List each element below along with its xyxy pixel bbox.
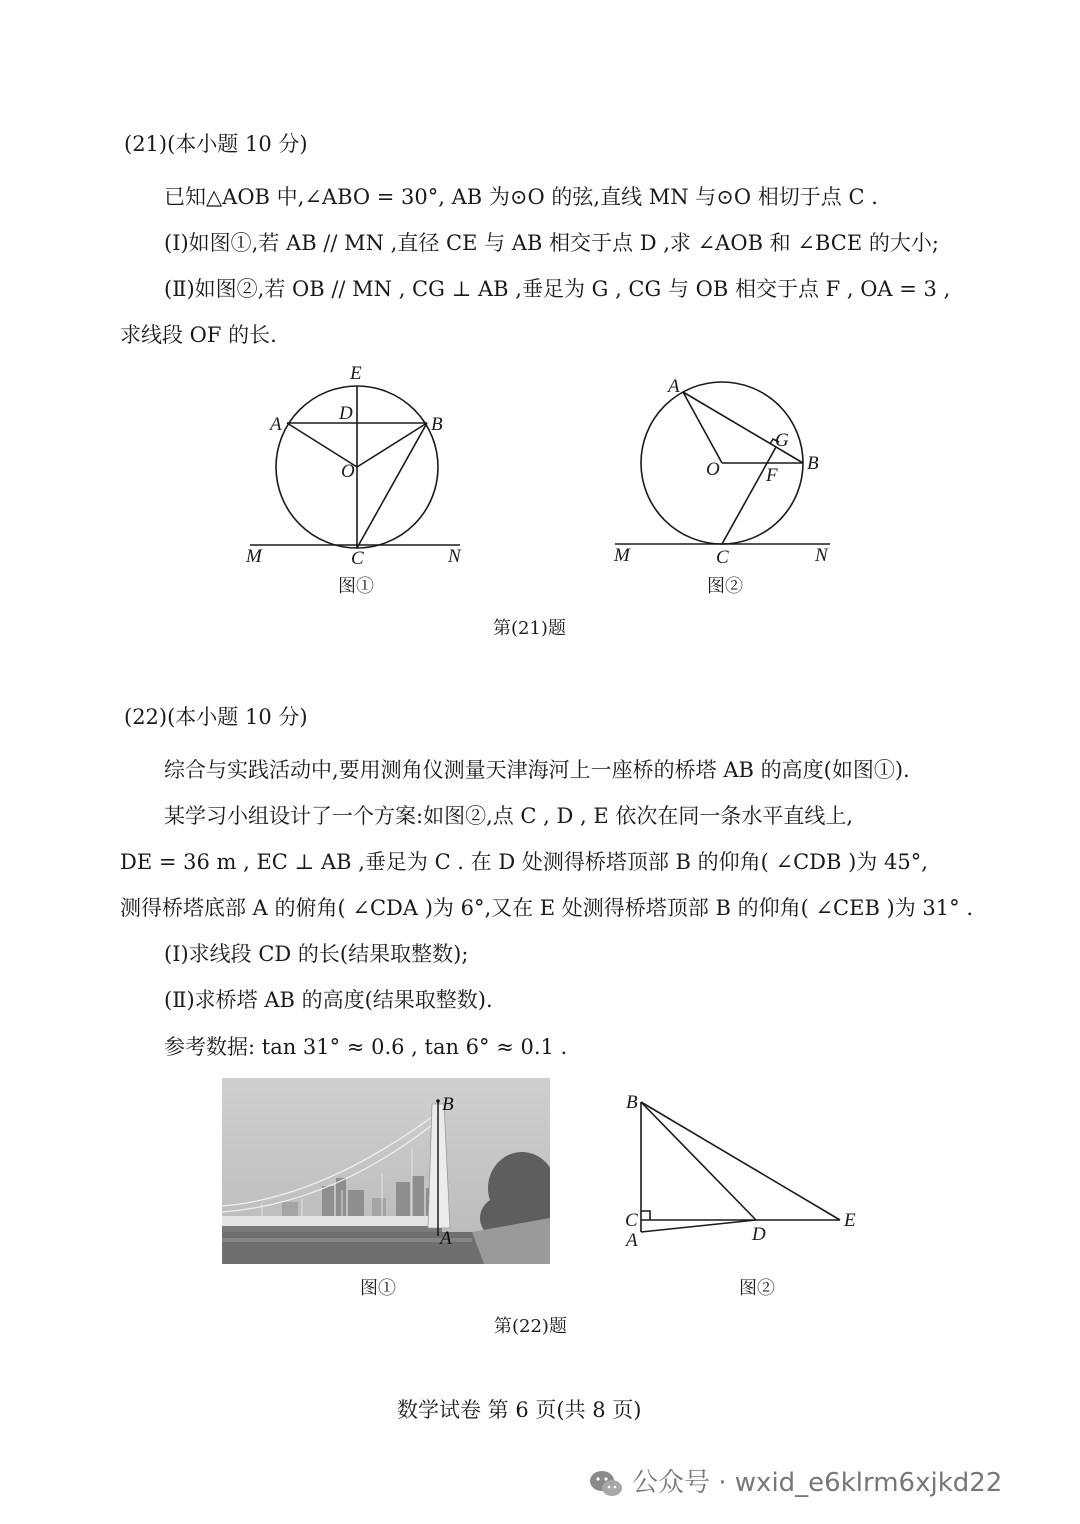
q21-part1: (Ⅰ)如图①,若 AB // MN ,直径 CE 与 AB 相交于点 D ,求 ∠AOB 和 ∠BCE 的大小; <box>164 231 939 255</box>
q21-fig1-label-o: O <box>341 461 355 482</box>
q22-reference: 参考数据: tan 31° ≈ 0.6 , tan 6° ≈ 0.1 . <box>164 1035 568 1059</box>
q21-fig1-label-d: D <box>339 403 353 424</box>
q22-fig1-caption: 图① <box>360 1278 396 1299</box>
q21-fig2-label-o: O <box>706 459 720 480</box>
q22-fig1-label-a: A <box>440 1228 452 1249</box>
q22-fig2-label-b: B <box>626 1092 638 1113</box>
q22-fig1-label-b: B <box>442 1094 454 1115</box>
q22-fig2-seg-be <box>641 1102 840 1220</box>
q22-fig2-seg-bd <box>641 1102 756 1220</box>
watermark-text: 公众号 · wxid_e6klrm6xjkd22 <box>632 1468 1003 1498</box>
q21-fig2-caption: 图② <box>707 576 743 597</box>
q21-fig1-label-m: M <box>246 546 262 567</box>
q22-figure-1-photo <box>222 1078 550 1264</box>
q21-fig1-seg-bo <box>357 423 427 467</box>
q22-figure-2 <box>612 1088 872 1258</box>
q22-fig2-label-a: A <box>626 1230 638 1251</box>
q22-stem-3: DE = 36 m , EC ⊥ AB ,垂足为 C . 在 D 处测得桥塔顶部 B 的仰角( ∠CDB )为 45°, <box>120 850 928 874</box>
q22-title: 第(22)题 <box>494 1316 567 1337</box>
q21-fig1-label-c: C <box>351 548 364 569</box>
q22-fig2-caption: 图② <box>739 1278 775 1299</box>
q22-stem-4: 测得桥塔底部 A 的俯角( ∠CDA )为 6°,又在 E 处测得桥塔顶部 B 的仰角( ∠CEB )为 31° . <box>120 896 973 920</box>
q21-header: (21)(本小题 10 分) <box>124 132 308 156</box>
q21-fig1-caption: 图① <box>338 576 374 597</box>
q21-fig1-seg-bc <box>357 423 427 548</box>
q22-stem-2: 某学习小组设计了一个方案:如图②,点 C , D , E 依次在同一条水平直线上, <box>164 804 854 828</box>
q21-fig2-label-g: G <box>775 430 789 451</box>
q22-fig2-right-angle <box>641 1211 650 1220</box>
page-footer: 数学试卷 第 6 页(共 8 页) <box>397 1398 642 1422</box>
q22-fig2-seg-ad <box>641 1220 756 1232</box>
q22-stem-1: 综合与实践活动中,要用测角仪测量天津海河上一座桥的桥塔 AB 的高度(如图①). <box>164 758 910 782</box>
q22-fig2-label-d: D <box>752 1224 766 1245</box>
watermark <box>588 1462 1002 1499</box>
q21-fig1-label-n: N <box>448 546 461 567</box>
q21-figure-2 <box>600 360 860 600</box>
q21-part2: (Ⅱ)如图②,若 OB // MN , CG ⊥ AB ,垂足为 G , CG 与 OB 相交于点 F , OA = 3 , <box>164 277 951 301</box>
q22-fig2-label-e: E <box>844 1210 856 1231</box>
q21-fig2-label-b: B <box>807 453 819 474</box>
q21-title: 第(21)题 <box>493 618 566 639</box>
wechat-icon <box>588 1469 624 1499</box>
q21-fig2-label-c: C <box>716 547 729 568</box>
q22-part2: (Ⅱ)求桥塔 AB 的高度(结果取整数). <box>164 988 493 1012</box>
q21-fig1-label-b: B <box>431 414 443 435</box>
q21-part2-cont: 求线段 OF 的长. <box>120 323 277 347</box>
q21-fig1-label-e: E <box>350 363 362 384</box>
q21-fig2-label-f: F <box>766 465 778 486</box>
q22-header: (22)(本小题 10 分) <box>124 705 308 729</box>
q21-fig2-chord-ab <box>683 392 803 463</box>
q21-fig2-label-m: M <box>614 545 630 566</box>
q21-figure-1 <box>230 360 490 600</box>
q22-fig2-label-c: C <box>625 1210 638 1231</box>
q21-fig2-label-a: A <box>668 376 680 397</box>
q22-part1: (Ⅰ)求线段 CD 的长(结果取整数); <box>164 942 469 966</box>
q21-fig1-label-a: A <box>270 414 282 435</box>
q21-fig2-label-n: N <box>815 545 828 566</box>
q21-stem: 已知△AOB 中,∠ABO = 30°, AB 为⊙O 的弦,直线 MN 与⊙O 相切于点 C . <box>164 185 878 209</box>
